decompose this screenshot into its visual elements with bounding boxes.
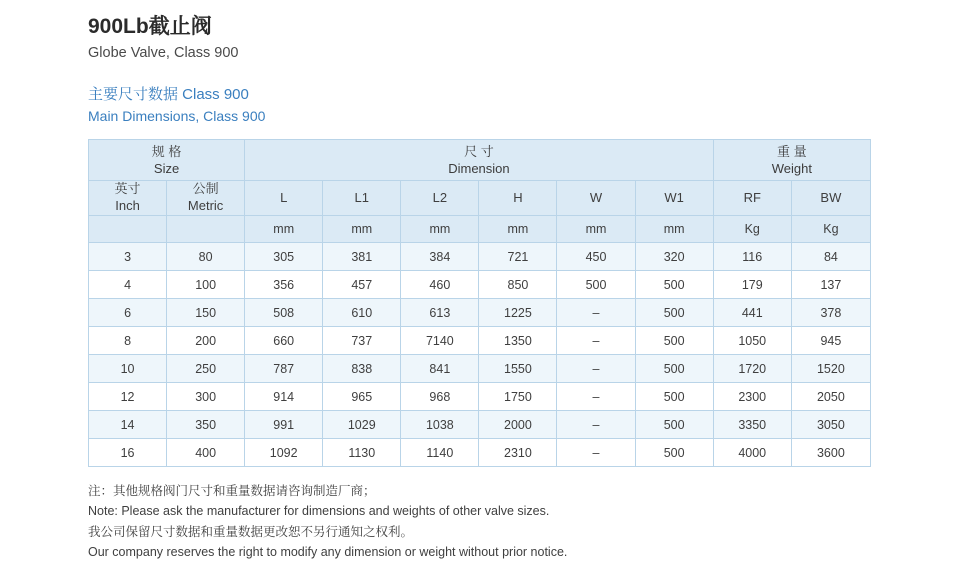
unit-l2: mm	[401, 216, 479, 243]
group-header-weight-cn: 重 量	[777, 143, 807, 159]
unit-rf: Kg	[713, 216, 791, 243]
cell-rf: 3350	[713, 411, 791, 439]
note-line-en-1: Note: Please ask the manufacturer for dimensions and weights of other valve sizes.	[88, 504, 550, 519]
cell-l2: 1038	[401, 411, 479, 439]
cell-l1: 1130	[323, 439, 401, 467]
table-row	[89, 243, 871, 271]
group-header-weight	[713, 140, 870, 181]
cell-w: –	[557, 327, 635, 355]
dimensions-table	[88, 139, 871, 467]
note-line-cn-2: 我公司保留尺寸数据和重量数据更改恕不另行通知之权利。	[88, 524, 414, 539]
section-subtitle-en: Main Dimensions, Class 900	[88, 108, 266, 125]
cell-w: –	[557, 439, 635, 467]
cell-l1: 838	[323, 355, 401, 383]
cell-h: 2000	[479, 411, 557, 439]
group-header-dimension	[245, 140, 714, 181]
cell-inch: 4	[89, 271, 167, 299]
table-group-header-row	[89, 140, 871, 181]
unit-w1: mm	[635, 216, 713, 243]
cell-l: 1092	[245, 439, 323, 467]
table-row	[89, 299, 871, 327]
cell-metric: 350	[167, 411, 245, 439]
cell-l2: 968	[401, 383, 479, 411]
col-header-w1: W1	[635, 181, 713, 216]
cell-rf: 441	[713, 299, 791, 327]
cell-l1: 610	[323, 299, 401, 327]
cell-metric: 250	[167, 355, 245, 383]
col-header-w: W	[557, 181, 635, 216]
cell-w1: 500	[635, 411, 713, 439]
cell-l1: 457	[323, 271, 401, 299]
cell-bw: 137	[791, 271, 870, 299]
cell-w1: 500	[635, 355, 713, 383]
table-unit-row	[89, 216, 871, 243]
cell-l: 305	[245, 243, 323, 271]
cell-l1: 1029	[323, 411, 401, 439]
unit-metric	[167, 216, 245, 243]
cell-l2: 613	[401, 299, 479, 327]
cell-metric: 200	[167, 327, 245, 355]
col-header-h: H	[479, 181, 557, 216]
col-header-l: L	[245, 181, 323, 216]
cell-bw: 2050	[791, 383, 870, 411]
cell-w1: 320	[635, 243, 713, 271]
cell-w1: 500	[635, 327, 713, 355]
cell-l: 508	[245, 299, 323, 327]
unit-inch	[89, 216, 167, 243]
cell-w: –	[557, 411, 635, 439]
unit-bw: Kg	[791, 216, 870, 243]
col-header-metric-en: Metric	[187, 198, 224, 214]
cell-h: 2310	[479, 439, 557, 467]
col-header-bw: BW	[791, 181, 870, 216]
cell-metric: 300	[167, 383, 245, 411]
cell-rf: 1720	[713, 355, 791, 383]
cell-l1: 737	[323, 327, 401, 355]
cell-h: 1350	[479, 327, 557, 355]
group-header-size	[89, 140, 245, 181]
cell-bw: 3050	[791, 411, 870, 439]
cell-inch: 14	[89, 411, 167, 439]
cell-inch: 10	[89, 355, 167, 383]
cell-l1: 965	[323, 383, 401, 411]
cell-metric: 150	[167, 299, 245, 327]
cell-l: 356	[245, 271, 323, 299]
cell-h: 850	[479, 271, 557, 299]
group-header-size-en: Size	[153, 161, 180, 177]
cell-l: 660	[245, 327, 323, 355]
cell-rf: 1050	[713, 327, 791, 355]
cell-w: –	[557, 299, 635, 327]
cell-l: 991	[245, 411, 323, 439]
col-header-rf: RF	[713, 181, 791, 216]
group-header-dimension-cn: 尺 寸	[464, 143, 494, 159]
col-header-metric	[167, 181, 245, 216]
cell-w: 450	[557, 243, 635, 271]
table-row	[89, 411, 871, 439]
page-title-en: Globe Valve, Class 900	[88, 45, 239, 62]
cell-rf: 2300	[713, 383, 791, 411]
table-row	[89, 327, 871, 355]
table-row	[89, 439, 871, 467]
cell-h: 1750	[479, 383, 557, 411]
cell-l2: 1140	[401, 439, 479, 467]
cell-w1: 500	[635, 383, 713, 411]
cell-h: 1225	[479, 299, 557, 327]
cell-l2: 7140	[401, 327, 479, 355]
unit-l1: mm	[323, 216, 401, 243]
cell-w: –	[557, 355, 635, 383]
group-header-size-cn: 规 格	[151, 143, 182, 159]
cell-metric: 400	[167, 439, 245, 467]
col-header-inch-en: Inch	[115, 198, 140, 214]
note-line-cn-1: 注：其他规格阀门尺寸和重量数据请咨询制造厂商；	[88, 484, 376, 499]
cell-l1: 381	[323, 243, 401, 271]
col-header-l2: L2	[401, 181, 479, 216]
group-header-dimension-en: Dimension	[448, 161, 510, 177]
col-header-metric-cn: 公制	[192, 181, 219, 197]
col-header-inch-cn: 英寸	[114, 181, 141, 197]
cell-inch: 3	[89, 243, 167, 271]
cell-inch: 12	[89, 383, 167, 411]
cell-bw: 945	[791, 327, 870, 355]
cell-l: 787	[245, 355, 323, 383]
unit-l: mm	[245, 216, 323, 243]
unit-w: mm	[557, 216, 635, 243]
cell-l: 914	[245, 383, 323, 411]
cell-bw: 3600	[791, 439, 870, 467]
cell-metric: 100	[167, 271, 245, 299]
group-header-weight-en: Weight	[771, 161, 812, 177]
section-subtitle-cn: 主要尺寸数据 Class 900	[88, 85, 249, 103]
table-row	[89, 271, 871, 299]
cell-rf: 116	[713, 243, 791, 271]
cell-bw: 1520	[791, 355, 870, 383]
cell-l2: 460	[401, 271, 479, 299]
table-row	[89, 355, 871, 383]
note-line-en-2: Our company reserves the right to modify any dimension or weight without prior notice.	[88, 544, 568, 559]
cell-w1: 500	[635, 271, 713, 299]
cell-metric: 80	[167, 243, 245, 271]
cell-inch: 16	[89, 439, 167, 467]
table-row	[89, 383, 871, 411]
col-header-l1: L1	[323, 181, 401, 216]
cell-l2: 384	[401, 243, 479, 271]
cell-l2: 841	[401, 355, 479, 383]
cell-bw: 84	[791, 243, 870, 271]
cell-w1: 500	[635, 299, 713, 327]
cell-w: 500	[557, 271, 635, 299]
cell-bw: 378	[791, 299, 870, 327]
cell-h: 721	[479, 243, 557, 271]
col-header-inch	[89, 181, 167, 216]
cell-inch: 8	[89, 327, 167, 355]
cell-rf: 179	[713, 271, 791, 299]
cell-rf: 4000	[713, 439, 791, 467]
cell-w1: 500	[635, 439, 713, 467]
table-sub-header-row	[89, 181, 871, 216]
footer-notes	[88, 481, 871, 562]
cell-w: –	[557, 383, 635, 411]
page-title-cn: 900Lb截止阀	[88, 15, 212, 38]
cell-inch: 6	[89, 299, 167, 327]
unit-h: mm	[479, 216, 557, 243]
cell-h: 1550	[479, 355, 557, 383]
